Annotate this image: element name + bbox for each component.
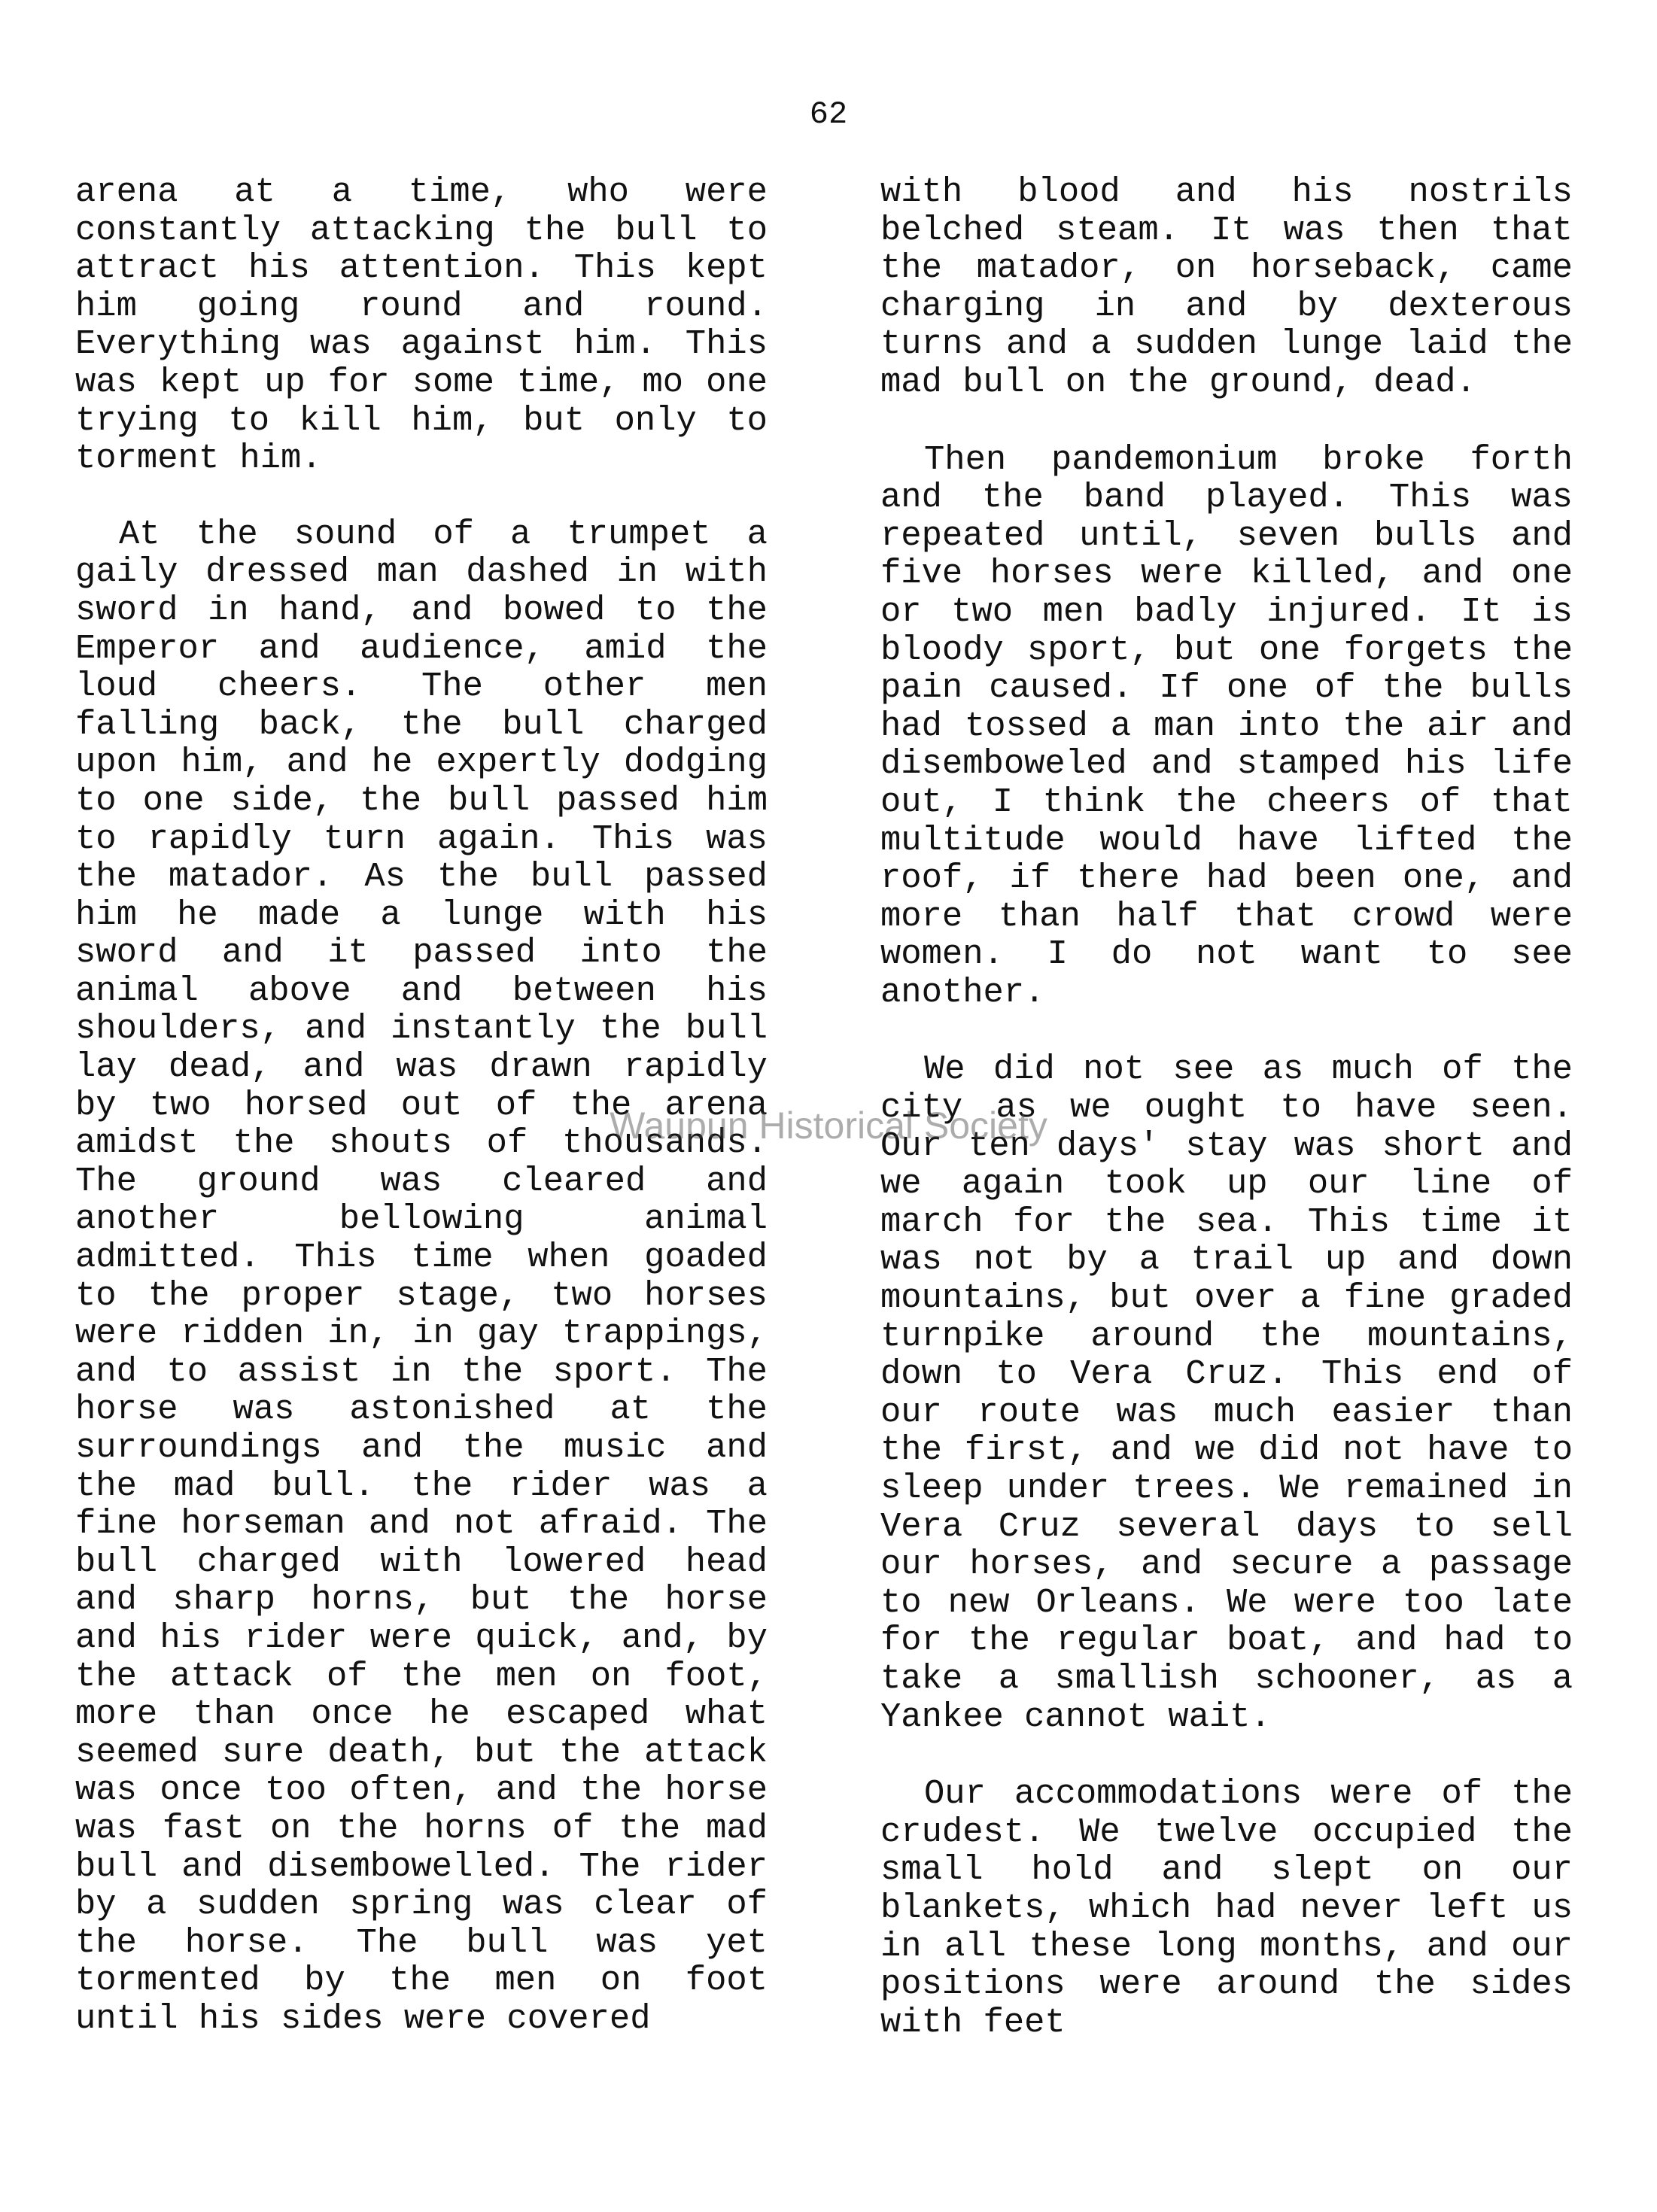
paragraph: At the sound of a trumpet a gaily dressed man dashed in with sword in hand, and bowed to the Emperor and audience, amid the loud cheers. The other men falling back, the bull charged upon him, and he expertly dodging to one side, the bull passed him to rapidly turn again. This was the matador. As the bull passed him he made a lunge with his sword and it passed into the animal above and between his shoulders, and instantly the bull lay dead, and was drawn rapidly by two horsed out of the arena amidst the shouts of thousands. The ground was cleared and another bellowing animal admitted. This time when goaded to the proper stage, two horses were ridden in, in gay trappings, and to assist in the sport. The horse was astonished at the surroundings and the music and the mad bull. the rider was a fine horseman and not afraid. The bull charged with lowered head and sharp horns, but the horse and his rider were quick, and, by the attack of the men on foot, more than once he escaped what seemed sure death, but the attack was once too often, and the horse was fast on the horns of the mad bull and disembowelled. The rider by a sudden spring was clear of the horse. The bull was yet tormented by the men on foot until his sides were covered — [75, 514, 768, 2038]
right-column — [880, 173, 1573, 2041]
paragraph: with blood and his nostrils belched steam. It was then that the matador, on horseback, came charging in and by dexterous turns and a sudden lunge laid the mad bull on the ground, dead. — [880, 172, 1573, 402]
paragraph: We did not see as much of the city as we ought to have seen. Our ten days' stay was short and we again took up our line of march for the sea. This time it was not by a trail up and down mountains, but over a fine graded turnpike around the mountains, down to Vera Cruz. This end of our route was much easier than the first, and we did not have to sleep under trees. We remained in Vera Cruz several days to sell our horses, and secure a passage to new Orleans. We were too late for the regular boat, and had to take a smallish schooner, as a Yankee cannot wait. — [880, 1050, 1573, 1736]
left-column — [75, 173, 768, 2038]
watermark: Waupun Historical Society — [610, 1104, 1047, 1147]
paragraph: Our accommodations were of the crudest. We twelve occupied the small hold and slept on our blankets, which had never left us in all these long months, and our positions were around the sides with feet — [880, 1774, 1573, 2042]
paragraph: Then pandemonium broke forth and the band played. This was repeated until, seven bulls and five horses were killed, and one or two men badly injured. It is bloody sport, but one forgets the pain caused. If one of the bulls had tossed a man into the air and disemboweled and stamped his life out, I think the cheers of that multitude would have lifted the roof, if there had been one, and more than half that crowd were women. I do not want to see another. — [880, 439, 1573, 1012]
paragraph: arena at a time, who were constantly attacking the bull to attract his attention. This kept him going round and round. Everything was against him. This was kept up for some time, mo one trying to kill him, but only to torment him. — [75, 172, 768, 479]
page-number: 62 — [809, 96, 848, 132]
